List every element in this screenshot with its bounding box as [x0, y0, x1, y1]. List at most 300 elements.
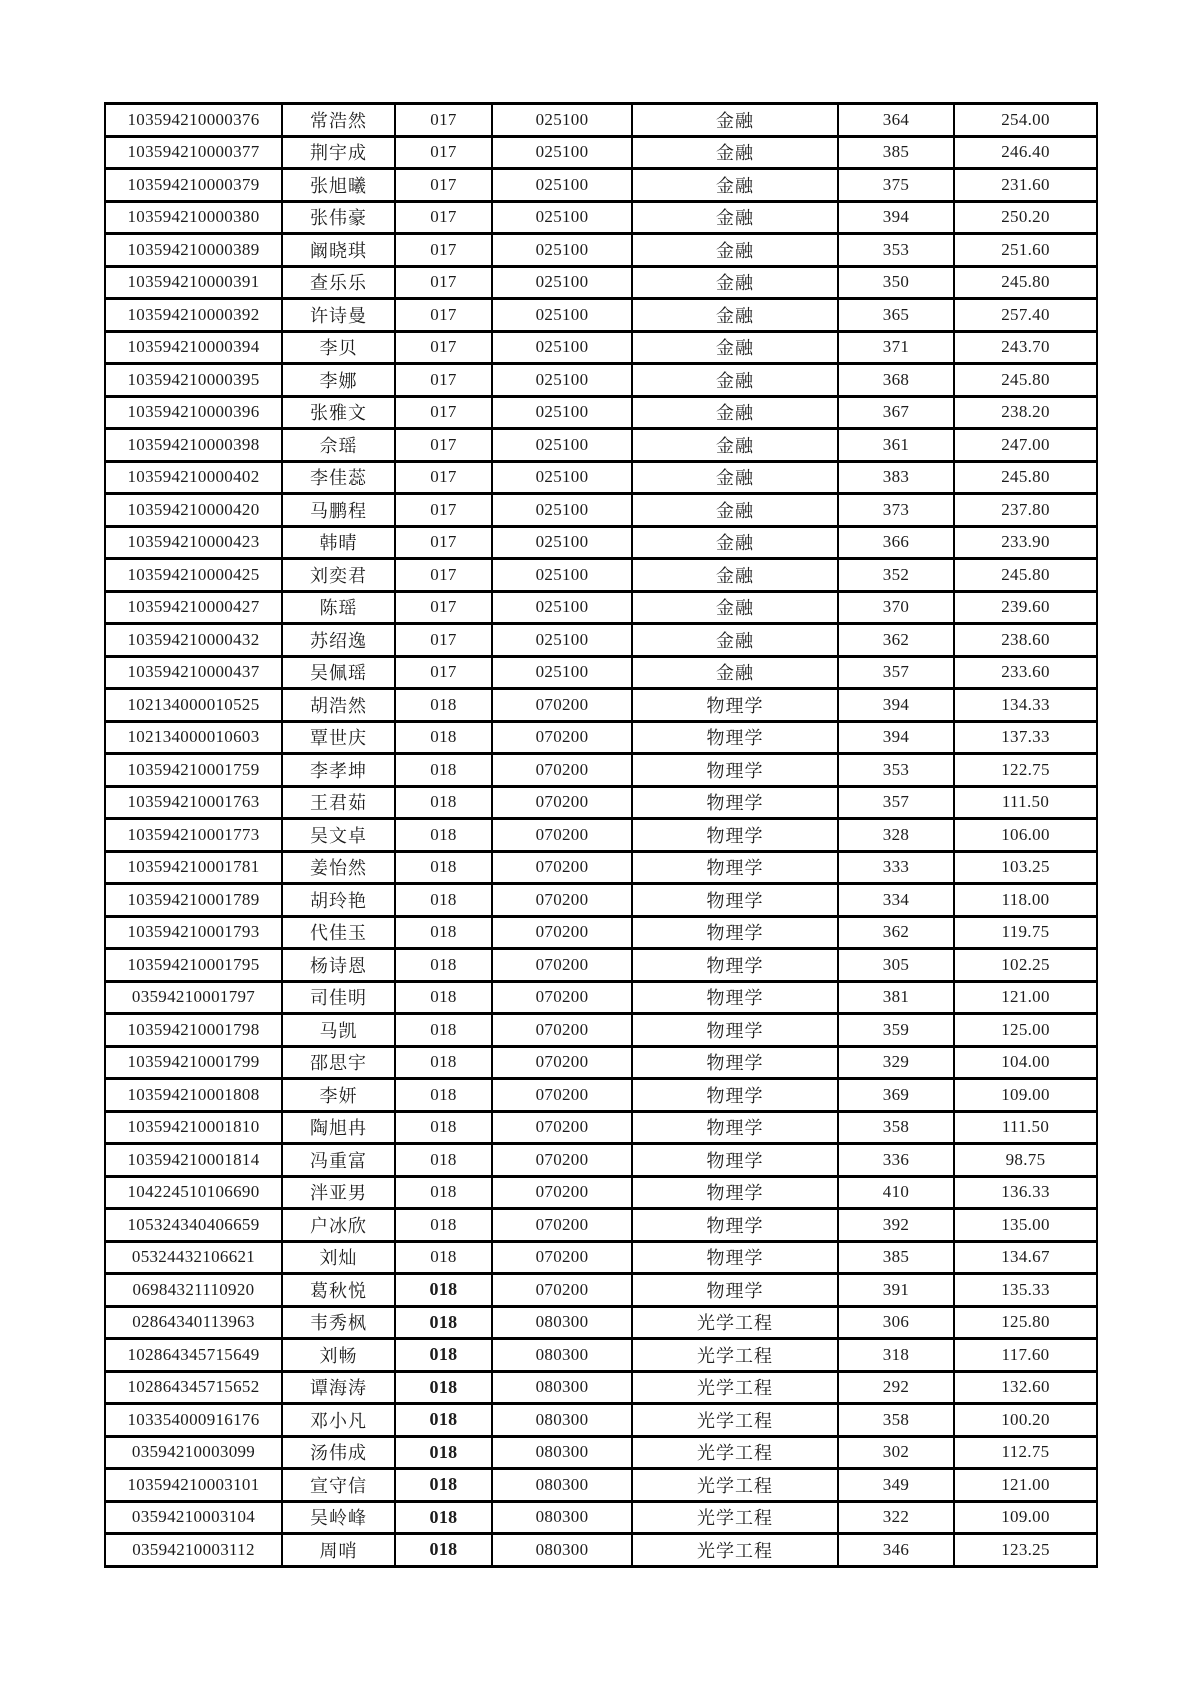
dept-code-cell: 017 — [395, 169, 492, 202]
major-name-cell: 金融 — [632, 104, 838, 137]
major-name-cell: 金融 — [632, 201, 838, 234]
table-row — [105, 689, 1097, 722]
candidate-name-cell: 冯重富 — [282, 1144, 395, 1177]
table-row — [105, 624, 1097, 657]
dept-code-cell: 018 — [395, 1144, 492, 1177]
score1-cell: 361 — [838, 429, 954, 462]
major-name-cell: 物理学 — [632, 949, 838, 982]
candidate-name-cell: 张旭曦 — [282, 169, 395, 202]
table-row — [105, 1014, 1097, 1047]
candidate-name-cell: 汤伟成 — [282, 1436, 395, 1469]
major-name-cell: 金融 — [632, 364, 838, 397]
dept-code-cell: 018 — [395, 981, 492, 1014]
score2-cell: 233.90 — [954, 526, 1097, 559]
admission-score-table — [104, 102, 1098, 1568]
score2-cell: 111.50 — [954, 1111, 1097, 1144]
score2-cell: 111.50 — [954, 786, 1097, 819]
candidate-id-cell: 103594210000396 — [105, 396, 282, 429]
score1-cell: 394 — [838, 721, 954, 754]
major-name-cell: 金融 — [632, 559, 838, 592]
candidate-name-cell: 阚晓琪 — [282, 234, 395, 267]
candidate-name-cell: 杨诗恩 — [282, 949, 395, 982]
candidate-id-cell: 103594210001810 — [105, 1111, 282, 1144]
candidate-id-cell: 103594210000379 — [105, 169, 282, 202]
score1-cell: 383 — [838, 461, 954, 494]
score1-cell: 306 — [838, 1306, 954, 1339]
candidate-id-cell: 103594210000391 — [105, 266, 282, 299]
score2-cell: 103.25 — [954, 851, 1097, 884]
dept-code-cell: 017 — [395, 624, 492, 657]
candidate-id-cell: 103594210000395 — [105, 364, 282, 397]
candidate-name-cell: 刘奕君 — [282, 559, 395, 592]
dept-code-cell: 017 — [395, 429, 492, 462]
major-code-cell: 025100 — [492, 624, 632, 657]
table-row — [105, 234, 1097, 267]
candidate-name-cell: 韦秀枫 — [282, 1306, 395, 1339]
dept-code-cell: 017 — [395, 656, 492, 689]
candidate-name-cell: 葛秋悦 — [282, 1274, 395, 1307]
table-row — [105, 949, 1097, 982]
candidate-id-cell: 102864345715652 — [105, 1371, 282, 1404]
table-row — [105, 136, 1097, 169]
candidate-name-cell: 邓小凡 — [282, 1404, 395, 1437]
candidate-name-cell: 刘畅 — [282, 1339, 395, 1372]
score1-cell: 302 — [838, 1436, 954, 1469]
table-row — [105, 364, 1097, 397]
major-name-cell: 物理学 — [632, 851, 838, 884]
candidate-name-cell: 代佳玉 — [282, 916, 395, 949]
major-name-cell: 金融 — [632, 461, 838, 494]
major-code-cell: 025100 — [492, 299, 632, 332]
score2-cell: 245.80 — [954, 266, 1097, 299]
table-row — [105, 1339, 1097, 1372]
major-code-cell: 070200 — [492, 1209, 632, 1242]
table-row — [105, 429, 1097, 462]
dept-code-cell: 017 — [395, 201, 492, 234]
major-code-cell: 025100 — [492, 461, 632, 494]
major-code-cell: 025100 — [492, 559, 632, 592]
major-name-cell: 金融 — [632, 526, 838, 559]
table-row — [105, 1176, 1097, 1209]
score1-cell: 305 — [838, 949, 954, 982]
score1-cell: 352 — [838, 559, 954, 592]
score1-cell: 328 — [838, 819, 954, 852]
candidate-id-cell: 102864345715649 — [105, 1339, 282, 1372]
score1-cell: 364 — [838, 104, 954, 137]
major-code-cell: 070200 — [492, 754, 632, 787]
candidate-id-cell: 103594210000420 — [105, 494, 282, 527]
dept-code-cell: 017 — [395, 136, 492, 169]
table-row — [105, 1501, 1097, 1534]
candidate-id-cell: 103594210000402 — [105, 461, 282, 494]
table-row — [105, 656, 1097, 689]
major-name-cell: 物理学 — [632, 1209, 838, 1242]
major-name-cell: 光学工程 — [632, 1371, 838, 1404]
major-name-cell: 金融 — [632, 396, 838, 429]
major-code-cell: 025100 — [492, 591, 632, 624]
candidate-id-cell: 03594210001797 — [105, 981, 282, 1014]
major-name-cell: 光学工程 — [632, 1404, 838, 1437]
major-name-cell: 金融 — [632, 591, 838, 624]
score2-cell: 125.00 — [954, 1014, 1097, 1047]
candidate-id-cell: 103594210000398 — [105, 429, 282, 462]
score1-cell: 365 — [838, 299, 954, 332]
score1-cell: 329 — [838, 1046, 954, 1079]
dept-code-cell: 018 — [395, 1046, 492, 1079]
score2-cell: 231.60 — [954, 169, 1097, 202]
dept-code-cell: 018 — [395, 1176, 492, 1209]
major-name-cell: 光学工程 — [632, 1534, 838, 1567]
major-code-cell: 070200 — [492, 981, 632, 1014]
dept-code-cell: 018 — [395, 721, 492, 754]
table-row — [105, 754, 1097, 787]
major-name-cell: 金融 — [632, 624, 838, 657]
score2-cell: 125.80 — [954, 1306, 1097, 1339]
major-code-cell: 070200 — [492, 689, 632, 722]
major-name-cell: 光学工程 — [632, 1501, 838, 1534]
score-table-body — [105, 104, 1097, 1567]
score1-cell: 373 — [838, 494, 954, 527]
dept-code-cell: 017 — [395, 234, 492, 267]
dept-code-cell: 017 — [395, 364, 492, 397]
candidate-id-cell: 103594210000425 — [105, 559, 282, 592]
score2-cell: 239.60 — [954, 591, 1097, 624]
candidate-name-cell: 刘灿 — [282, 1241, 395, 1274]
major-name-cell: 物理学 — [632, 916, 838, 949]
dept-code-cell: 017 — [395, 331, 492, 364]
score1-cell: 334 — [838, 884, 954, 917]
major-name-cell: 光学工程 — [632, 1306, 838, 1339]
table-row — [105, 169, 1097, 202]
major-code-cell: 070200 — [492, 1079, 632, 1112]
candidate-id-cell: 06984321110920 — [105, 1274, 282, 1307]
table-row — [105, 104, 1097, 137]
table-row — [105, 1469, 1097, 1502]
table-row — [105, 916, 1097, 949]
dept-code-cell: 018 — [395, 754, 492, 787]
major-code-cell: 070200 — [492, 851, 632, 884]
candidate-id-cell: 103594210001798 — [105, 1014, 282, 1047]
candidate-name-cell: 宣守信 — [282, 1469, 395, 1502]
score2-cell: 118.00 — [954, 884, 1097, 917]
score1-cell: 353 — [838, 234, 954, 267]
candidate-name-cell: 张雅文 — [282, 396, 395, 429]
major-code-cell: 080300 — [492, 1404, 632, 1437]
major-code-cell: 070200 — [492, 819, 632, 852]
dept-code-cell: 018 — [395, 689, 492, 722]
score1-cell: 362 — [838, 916, 954, 949]
score2-cell: 233.60 — [954, 656, 1097, 689]
dept-code-cell: 018 — [395, 884, 492, 917]
candidate-id-cell: 102134000010525 — [105, 689, 282, 722]
major-code-cell: 080300 — [492, 1534, 632, 1567]
score1-cell: 366 — [838, 526, 954, 559]
table-row — [105, 1144, 1097, 1177]
major-code-cell: 025100 — [492, 104, 632, 137]
major-code-cell: 070200 — [492, 1014, 632, 1047]
dept-code-cell: 018 — [395, 1371, 492, 1404]
score2-cell: 104.00 — [954, 1046, 1097, 1079]
major-code-cell: 025100 — [492, 169, 632, 202]
score2-cell: 109.00 — [954, 1079, 1097, 1112]
score2-cell: 122.75 — [954, 754, 1097, 787]
dept-code-cell: 017 — [395, 299, 492, 332]
candidate-name-cell: 王君茹 — [282, 786, 395, 819]
candidate-id-cell: 103594210001789 — [105, 884, 282, 917]
major-code-cell: 070200 — [492, 1241, 632, 1274]
dept-code-cell: 018 — [395, 916, 492, 949]
dept-code-cell: 018 — [395, 1079, 492, 1112]
major-code-cell: 025100 — [492, 429, 632, 462]
candidate-name-cell: 李贝 — [282, 331, 395, 364]
table-row — [105, 981, 1097, 1014]
candidate-id-cell: 03594210003104 — [105, 1501, 282, 1534]
candidate-name-cell: 荆宇成 — [282, 136, 395, 169]
candidate-id-cell: 103594210000376 — [105, 104, 282, 137]
major-code-cell: 080300 — [492, 1371, 632, 1404]
major-code-cell: 080300 — [492, 1306, 632, 1339]
major-name-cell: 物理学 — [632, 819, 838, 852]
table-row — [105, 461, 1097, 494]
major-name-cell: 金融 — [632, 429, 838, 462]
major-code-cell: 070200 — [492, 1046, 632, 1079]
candidate-id-cell: 103594210001763 — [105, 786, 282, 819]
dept-code-cell: 018 — [395, 1534, 492, 1567]
candidate-id-cell: 05324432106621 — [105, 1241, 282, 1274]
candidate-name-cell: 许诗曼 — [282, 299, 395, 332]
major-name-cell: 物理学 — [632, 884, 838, 917]
candidate-id-cell: 103594210001781 — [105, 851, 282, 884]
score1-cell: 322 — [838, 1501, 954, 1534]
major-name-cell: 物理学 — [632, 1144, 838, 1177]
candidate-name-cell: 马凯 — [282, 1014, 395, 1047]
score1-cell: 370 — [838, 591, 954, 624]
score1-cell: 318 — [838, 1339, 954, 1372]
score2-cell: 98.75 — [954, 1144, 1097, 1177]
major-code-cell: 070200 — [492, 1274, 632, 1307]
table-row — [105, 396, 1097, 429]
dept-code-cell: 018 — [395, 1014, 492, 1047]
dept-code-cell: 017 — [395, 396, 492, 429]
major-name-cell: 金融 — [632, 136, 838, 169]
score2-cell: 123.25 — [954, 1534, 1097, 1567]
candidate-name-cell: 马鹏程 — [282, 494, 395, 527]
score1-cell: 346 — [838, 1534, 954, 1567]
major-code-cell: 025100 — [492, 331, 632, 364]
major-code-cell: 025100 — [492, 656, 632, 689]
major-code-cell: 080300 — [492, 1501, 632, 1534]
score1-cell: 350 — [838, 266, 954, 299]
candidate-name-cell: 陈瑶 — [282, 591, 395, 624]
score2-cell: 238.60 — [954, 624, 1097, 657]
dept-code-cell: 018 — [395, 1469, 492, 1502]
candidate-name-cell: 司佳明 — [282, 981, 395, 1014]
candidate-name-cell: 吴文卓 — [282, 819, 395, 852]
dept-code-cell: 017 — [395, 494, 492, 527]
candidate-name-cell: 覃世庆 — [282, 721, 395, 754]
score2-cell: 132.60 — [954, 1371, 1097, 1404]
major-name-cell: 物理学 — [632, 689, 838, 722]
candidate-id-cell: 103354000916176 — [105, 1404, 282, 1437]
major-code-cell: 025100 — [492, 201, 632, 234]
table-row — [105, 1371, 1097, 1404]
score1-cell: 410 — [838, 1176, 954, 1209]
score2-cell: 245.80 — [954, 559, 1097, 592]
score1-cell: 353 — [838, 754, 954, 787]
candidate-name-cell: 吴岭峰 — [282, 1501, 395, 1534]
score1-cell: 359 — [838, 1014, 954, 1047]
table-row — [105, 526, 1097, 559]
candidate-name-cell: 查乐乐 — [282, 266, 395, 299]
major-code-cell: 025100 — [492, 136, 632, 169]
dept-code-cell: 018 — [395, 1274, 492, 1307]
major-name-cell: 金融 — [632, 169, 838, 202]
candidate-id-cell: 03594210003099 — [105, 1436, 282, 1469]
dept-code-cell: 018 — [395, 1209, 492, 1242]
score2-cell: 257.40 — [954, 299, 1097, 332]
major-code-cell: 025100 — [492, 364, 632, 397]
dept-code-cell: 017 — [395, 559, 492, 592]
score2-cell: 112.75 — [954, 1436, 1097, 1469]
major-name-cell: 物理学 — [632, 1176, 838, 1209]
candidate-id-cell: 103594210000437 — [105, 656, 282, 689]
candidate-name-cell: 姜怡然 — [282, 851, 395, 884]
table-row — [105, 1404, 1097, 1437]
major-code-cell: 025100 — [492, 494, 632, 527]
candidate-id-cell: 03594210003112 — [105, 1534, 282, 1567]
candidate-id-cell: 103594210003101 — [105, 1469, 282, 1502]
dept-code-cell: 018 — [395, 1436, 492, 1469]
major-code-cell: 025100 — [492, 396, 632, 429]
candidate-name-cell: 泮亚男 — [282, 1176, 395, 1209]
score1-cell: 391 — [838, 1274, 954, 1307]
score2-cell: 134.67 — [954, 1241, 1097, 1274]
candidate-name-cell: 胡玲艳 — [282, 884, 395, 917]
dept-code-cell: 018 — [395, 786, 492, 819]
candidate-name-cell: 李娜 — [282, 364, 395, 397]
table-row — [105, 1306, 1097, 1339]
major-code-cell: 025100 — [492, 234, 632, 267]
score1-cell: 394 — [838, 201, 954, 234]
major-code-cell: 070200 — [492, 916, 632, 949]
score2-cell: 254.00 — [954, 104, 1097, 137]
candidate-name-cell: 韩晴 — [282, 526, 395, 559]
candidate-name-cell: 李孝坤 — [282, 754, 395, 787]
candidate-id-cell: 103594210001799 — [105, 1046, 282, 1079]
score2-cell: 135.00 — [954, 1209, 1097, 1242]
major-name-cell: 光学工程 — [632, 1469, 838, 1502]
candidate-id-cell: 103594210000380 — [105, 201, 282, 234]
candidate-id-cell: 105324340406659 — [105, 1209, 282, 1242]
score1-cell: 385 — [838, 1241, 954, 1274]
candidate-name-cell: 谭海涛 — [282, 1371, 395, 1404]
score1-cell: 336 — [838, 1144, 954, 1177]
candidate-name-cell: 佘瑶 — [282, 429, 395, 462]
score2-cell: 247.00 — [954, 429, 1097, 462]
major-code-cell: 070200 — [492, 884, 632, 917]
score2-cell: 135.33 — [954, 1274, 1097, 1307]
dept-code-cell: 017 — [395, 461, 492, 494]
table-row — [105, 786, 1097, 819]
major-name-cell: 物理学 — [632, 721, 838, 754]
major-name-cell: 物理学 — [632, 1241, 838, 1274]
candidate-name-cell: 胡浩然 — [282, 689, 395, 722]
score2-cell: 121.00 — [954, 1469, 1097, 1502]
score1-cell: 333 — [838, 851, 954, 884]
major-code-cell: 070200 — [492, 1111, 632, 1144]
major-name-cell: 金融 — [632, 494, 838, 527]
candidate-id-cell: 103594210001759 — [105, 754, 282, 787]
candidate-name-cell: 李妍 — [282, 1079, 395, 1112]
score2-cell: 100.20 — [954, 1404, 1097, 1437]
table-row — [105, 1274, 1097, 1307]
table-row — [105, 559, 1097, 592]
major-code-cell: 070200 — [492, 949, 632, 982]
score1-cell: 349 — [838, 1469, 954, 1502]
score2-cell: 106.00 — [954, 819, 1097, 852]
score2-cell: 243.70 — [954, 331, 1097, 364]
candidate-id-cell: 102134000010603 — [105, 721, 282, 754]
candidate-id-cell: 103594210000392 — [105, 299, 282, 332]
candidate-name-cell: 苏绍逸 — [282, 624, 395, 657]
dept-code-cell: 018 — [395, 949, 492, 982]
score2-cell: 245.80 — [954, 364, 1097, 397]
candidate-id-cell: 103594210000377 — [105, 136, 282, 169]
score1-cell: 357 — [838, 656, 954, 689]
dept-code-cell: 017 — [395, 104, 492, 137]
candidate-id-cell: 103594210001795 — [105, 949, 282, 982]
score1-cell: 369 — [838, 1079, 954, 1112]
table-row — [105, 201, 1097, 234]
dept-code-cell: 018 — [395, 1404, 492, 1437]
score2-cell: 251.60 — [954, 234, 1097, 267]
major-code-cell: 070200 — [492, 1144, 632, 1177]
major-name-cell: 物理学 — [632, 754, 838, 787]
candidate-name-cell: 陶旭冉 — [282, 1111, 395, 1144]
score1-cell: 381 — [838, 981, 954, 1014]
candidate-id-cell: 103594210001808 — [105, 1079, 282, 1112]
score2-cell: 237.80 — [954, 494, 1097, 527]
table-row — [105, 1436, 1097, 1469]
dept-code-cell: 018 — [395, 1241, 492, 1274]
score1-cell: 385 — [838, 136, 954, 169]
table-row — [105, 266, 1097, 299]
major-name-cell: 金融 — [632, 331, 838, 364]
score2-cell: 119.75 — [954, 916, 1097, 949]
score2-cell: 137.33 — [954, 721, 1097, 754]
score2-cell: 134.33 — [954, 689, 1097, 722]
score2-cell: 246.40 — [954, 136, 1097, 169]
major-name-cell: 金融 — [632, 266, 838, 299]
score1-cell: 362 — [838, 624, 954, 657]
major-code-cell: 080300 — [492, 1469, 632, 1502]
candidate-name-cell: 常浩然 — [282, 104, 395, 137]
major-name-cell: 物理学 — [632, 1014, 838, 1047]
candidate-id-cell: 103594210001814 — [105, 1144, 282, 1177]
major-name-cell: 光学工程 — [632, 1436, 838, 1469]
candidate-name-cell: 周哨 — [282, 1534, 395, 1567]
dept-code-cell: 018 — [395, 851, 492, 884]
table-row — [105, 851, 1097, 884]
major-name-cell: 物理学 — [632, 1046, 838, 1079]
candidate-name-cell: 张伟豪 — [282, 201, 395, 234]
candidate-id-cell: 104224510106690 — [105, 1176, 282, 1209]
score1-cell: 394 — [838, 689, 954, 722]
candidate-id-cell: 103594210001773 — [105, 819, 282, 852]
score1-cell: 367 — [838, 396, 954, 429]
score2-cell: 102.25 — [954, 949, 1097, 982]
dept-code-cell: 017 — [395, 266, 492, 299]
